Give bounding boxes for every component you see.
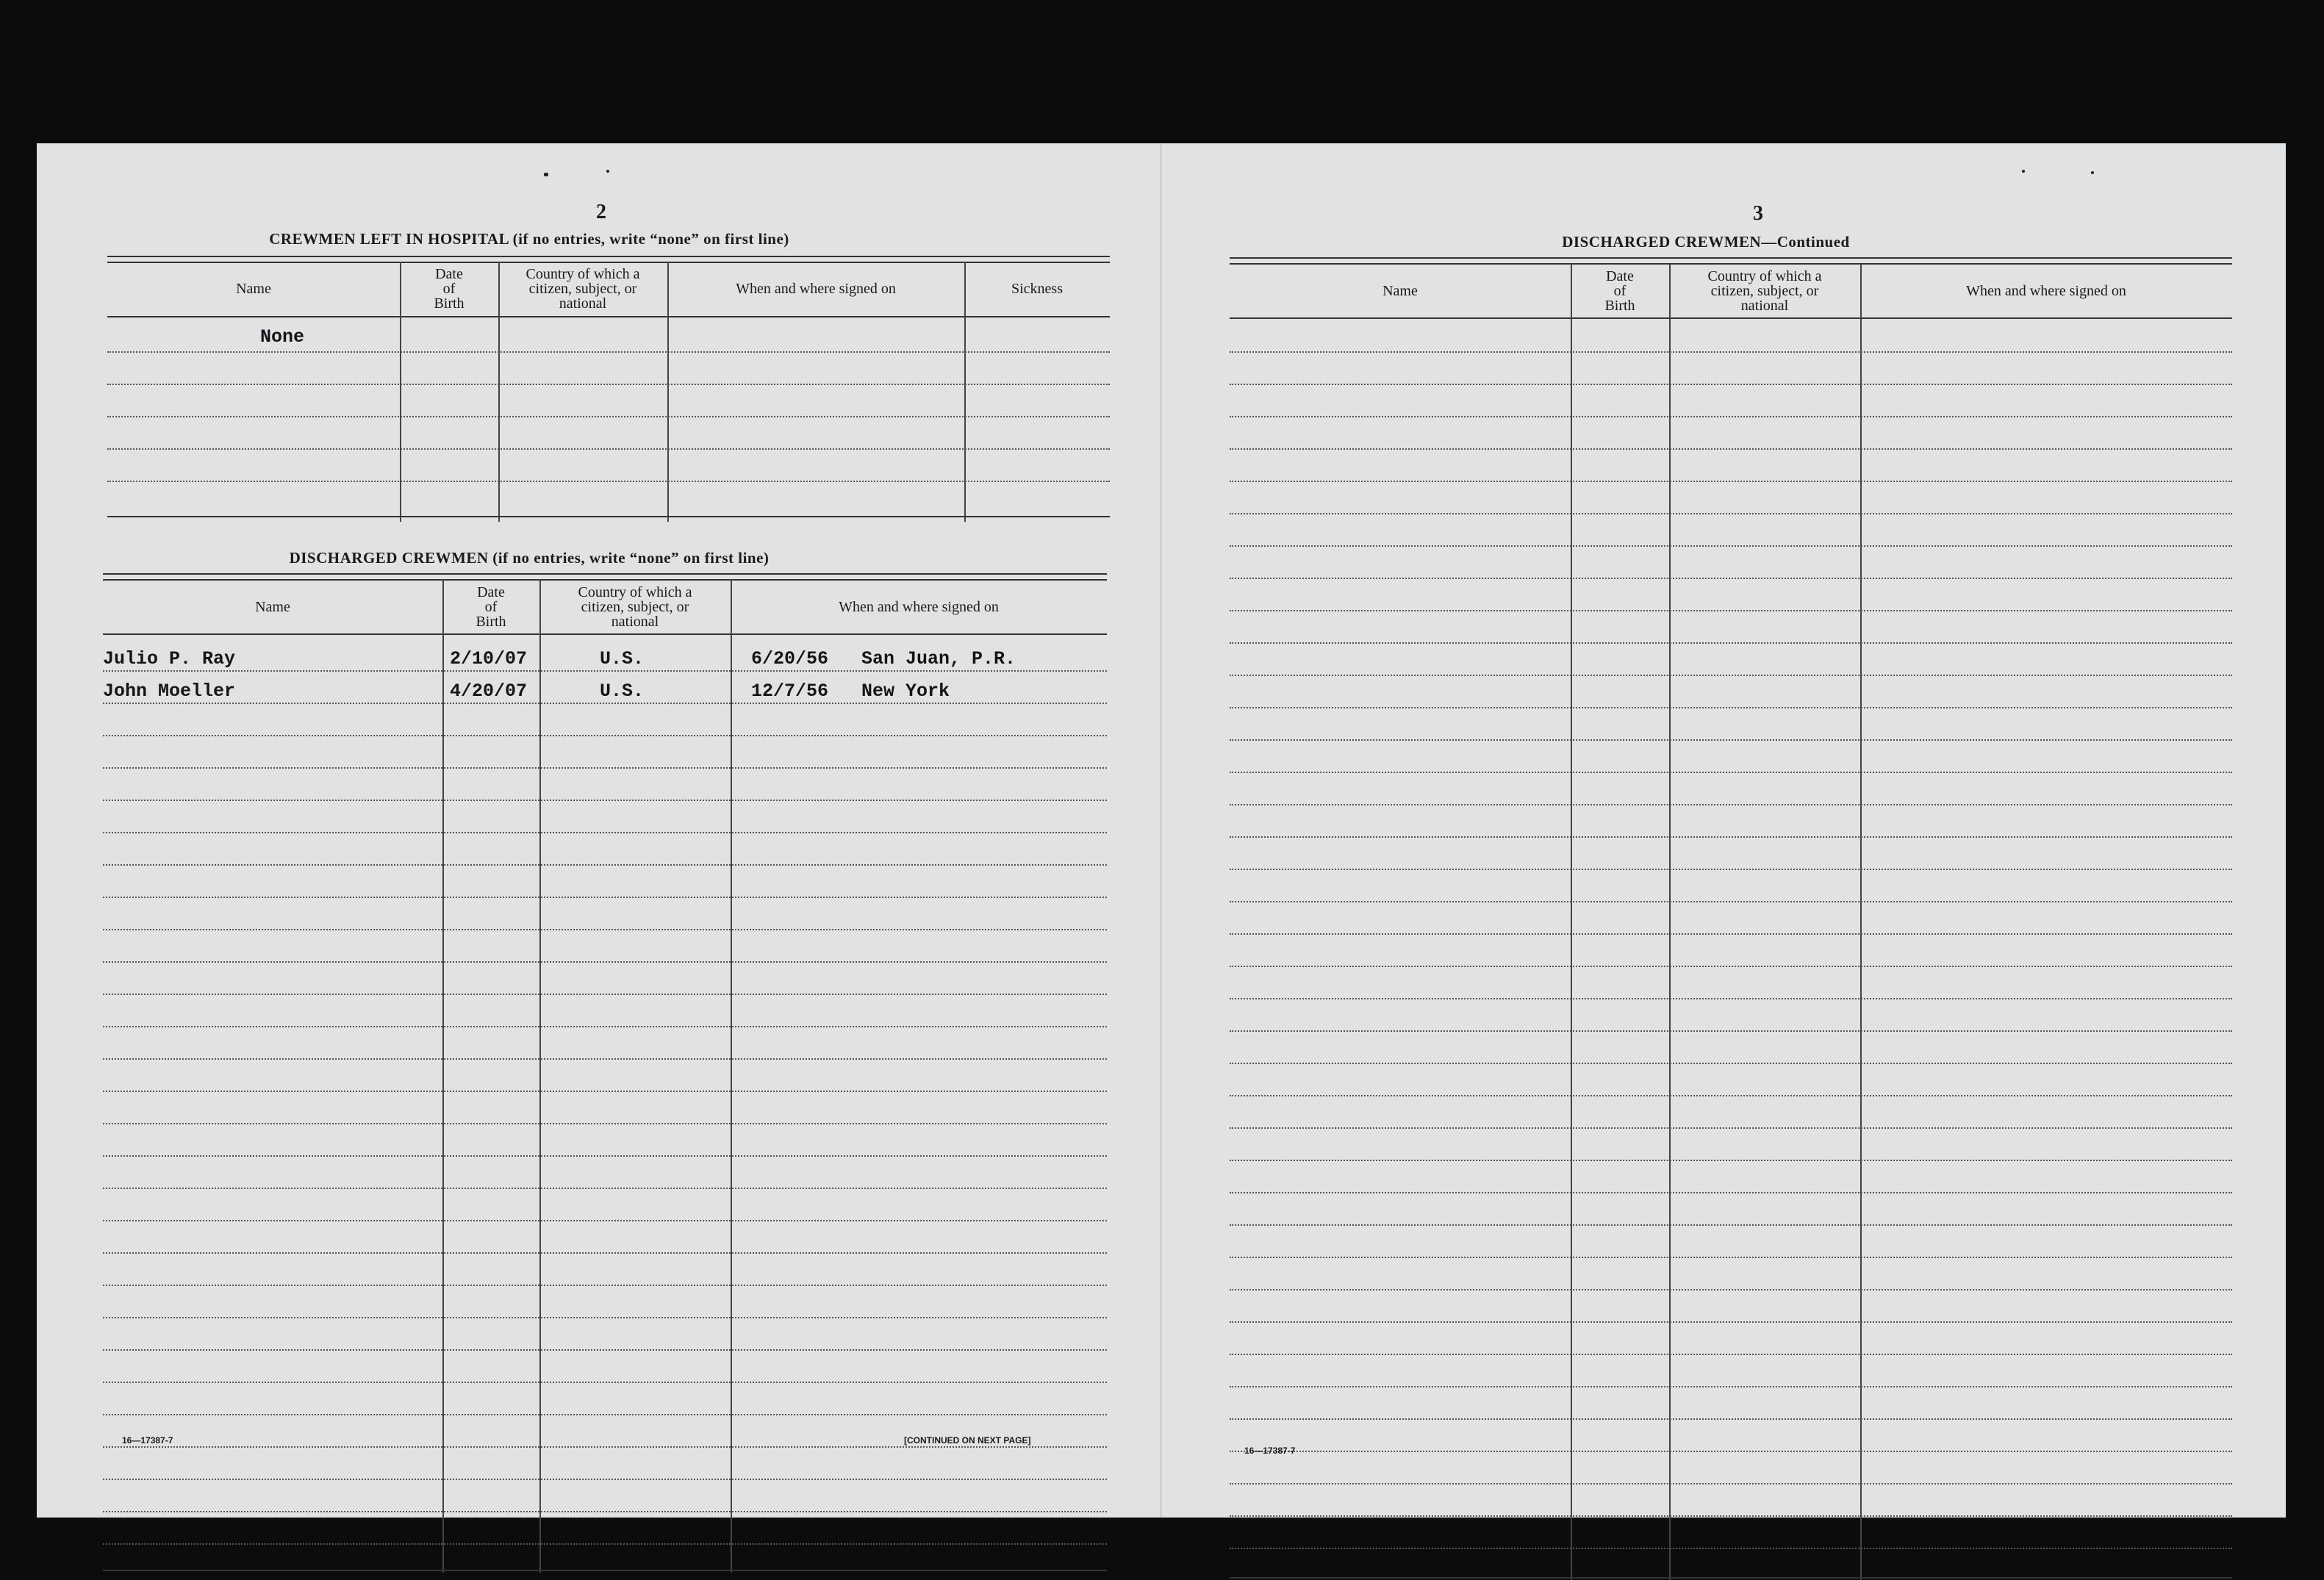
table-row	[103, 1155, 1107, 1157]
column-divider	[1669, 263, 1671, 1580]
table-row	[1230, 545, 2232, 547]
table-row	[1230, 836, 2232, 838]
crewman-dob: 4/20/07	[450, 681, 528, 702]
table-row	[1230, 642, 2232, 644]
table-row	[1230, 1095, 2232, 1096]
table-row	[103, 864, 1107, 866]
table-row	[103, 1446, 1107, 1448]
table-top-rule	[103, 573, 1107, 581]
col-header-name: Name	[1382, 283, 1418, 299]
discharged-continued-title: DISCHARGED CREWMEN—Continued	[1562, 233, 1850, 251]
table-row	[103, 1252, 1107, 1254]
crewman-signed-date: 6/20/56	[751, 648, 829, 669]
table-row	[107, 481, 1110, 482]
table-row	[103, 703, 1107, 704]
table-row	[103, 800, 1107, 801]
table-row	[1230, 1160, 2232, 1161]
table-row	[103, 1091, 1107, 1092]
table-row	[1230, 1289, 2232, 1290]
table-row	[103, 1479, 1107, 1480]
column-divider	[964, 262, 966, 522]
table-row	[107, 351, 1110, 353]
crewman-name: Julio P. Ray	[103, 648, 236, 669]
table-row	[103, 929, 1107, 930]
crewman-country: U.S.	[600, 648, 645, 669]
hospital-section-title: CREWMEN LEFT IN HOSPITAL (if no entries, write “none” on first line)	[269, 230, 789, 248]
table-bottom-rule	[107, 516, 1110, 517]
table-bottom-rule	[103, 1570, 1107, 1571]
table-row	[1230, 513, 2232, 514]
ink-speck	[606, 170, 609, 173]
table-row	[103, 1188, 1107, 1189]
table-row	[1230, 1321, 2232, 1323]
left-page	[37, 143, 1160, 1518]
hospital-entry-none: None	[260, 326, 305, 348]
header-rule	[103, 633, 1107, 635]
table-row	[103, 767, 1107, 769]
discharged-continued-table	[1230, 257, 2232, 1580]
table-row	[1230, 1354, 2232, 1355]
column-divider	[731, 579, 732, 1573]
table-row	[103, 1123, 1107, 1124]
column-divider	[400, 262, 401, 522]
ink-speck	[2022, 170, 2025, 173]
crewman-country: U.S.	[600, 681, 645, 702]
table-bottom-rule	[1230, 1577, 2232, 1579]
table-row	[1230, 610, 2232, 611]
table-top-rule	[107, 256, 1110, 263]
table-row	[1230, 1451, 2232, 1452]
table-row	[103, 1317, 1107, 1318]
column-divider	[498, 262, 500, 522]
right-page	[1162, 143, 2286, 1518]
column-divider	[539, 579, 541, 1573]
ink-speck	[2091, 171, 2094, 174]
table-top-rule	[1230, 257, 2232, 265]
table-row	[1230, 1418, 2232, 1420]
col-header-country: Country of which a citizen, subject, or national	[1707, 268, 1822, 314]
table-row	[1230, 1257, 2232, 1258]
table-row	[1230, 1030, 2232, 1032]
column-divider	[1860, 263, 1862, 1580]
crewman-signed-place: San Juan, P.R.	[861, 648, 1016, 669]
crewman-signed-date: 12/7/56	[751, 681, 829, 702]
table-row	[1230, 869, 2232, 870]
col-header-sickness: Sickness	[1011, 281, 1063, 297]
hospital-table	[107, 256, 1110, 522]
crewman-name: John Moeller	[103, 681, 236, 702]
document-sheet	[37, 143, 2286, 1518]
table-row	[103, 994, 1107, 995]
col-header-name: Name	[255, 599, 290, 615]
table-row	[103, 1349, 1107, 1351]
table-row	[1230, 351, 2232, 353]
table-row	[103, 735, 1107, 736]
table-row	[107, 448, 1110, 450]
table-row	[103, 670, 1107, 672]
page-number: 3	[1753, 202, 1763, 225]
column-divider	[667, 262, 669, 522]
table-row	[1230, 739, 2232, 741]
table-row	[103, 1543, 1107, 1545]
table-row	[103, 1058, 1107, 1060]
col-header-country: Country of which a citizen, subject, or national	[578, 584, 692, 630]
table-row	[1230, 416, 2232, 417]
table-row	[103, 897, 1107, 898]
form-number: 16—17387-7	[122, 1435, 173, 1446]
table-row	[103, 1285, 1107, 1286]
table-row	[103, 1382, 1107, 1383]
table-row	[1230, 384, 2232, 385]
table-row	[1230, 966, 2232, 967]
table-row	[107, 416, 1110, 417]
header-rule	[1230, 317, 2232, 319]
col-header-dob: Date of Birth	[434, 266, 465, 312]
discharged-table	[103, 573, 1107, 1573]
col-header-dob: Date of Birth	[476, 584, 506, 630]
table-row	[1230, 1386, 2232, 1387]
table-row	[103, 1220, 1107, 1221]
table-row	[1230, 804, 2232, 805]
table-row	[1230, 1515, 2232, 1517]
table-row	[1230, 448, 2232, 450]
header-rule	[107, 316, 1110, 317]
col-header-signed-on: When and where signed on	[1966, 283, 2126, 299]
table-row	[1230, 578, 2232, 579]
table-row	[1230, 1063, 2232, 1064]
crewman-dob: 2/10/07	[450, 648, 528, 669]
column-divider	[1571, 263, 1572, 1580]
col-header-signed-on: When and where signed on	[839, 599, 999, 615]
crewman-signed-place: New York	[861, 681, 950, 702]
table-row	[1230, 998, 2232, 999]
table-row	[1230, 1224, 2232, 1226]
ink-speck	[544, 173, 548, 176]
table-row	[103, 1026, 1107, 1027]
column-divider	[442, 579, 444, 1573]
table-row	[1230, 1548, 2232, 1549]
col-header-country: Country of which a citizen, subject, or national	[526, 266, 640, 312]
continued-note: [CONTINUED ON NEXT PAGE]	[904, 1435, 1031, 1446]
table-row	[1230, 933, 2232, 935]
col-header-dob: Date of Birth	[1604, 268, 1635, 314]
table-row	[1230, 1483, 2232, 1484]
table-row	[103, 1414, 1107, 1415]
table-row	[103, 961, 1107, 963]
table-row	[103, 832, 1107, 833]
table-row	[107, 384, 1110, 385]
table-row	[1230, 901, 2232, 902]
table-row	[1230, 772, 2232, 773]
table-row	[103, 1511, 1107, 1512]
table-row	[1230, 675, 2232, 676]
form-number: 16—17387-7	[1244, 1446, 1296, 1456]
table-row	[1230, 1192, 2232, 1193]
page-number: 2	[596, 201, 606, 223]
col-header-name: Name	[236, 281, 271, 297]
col-header-signed-on: When and where signed on	[736, 281, 896, 297]
discharged-section-title: DISCHARGED CREWMEN (if no entries, write “none” on first line)	[289, 549, 770, 567]
table-row	[1230, 1127, 2232, 1129]
table-row	[1230, 707, 2232, 708]
table-row	[1230, 481, 2232, 482]
